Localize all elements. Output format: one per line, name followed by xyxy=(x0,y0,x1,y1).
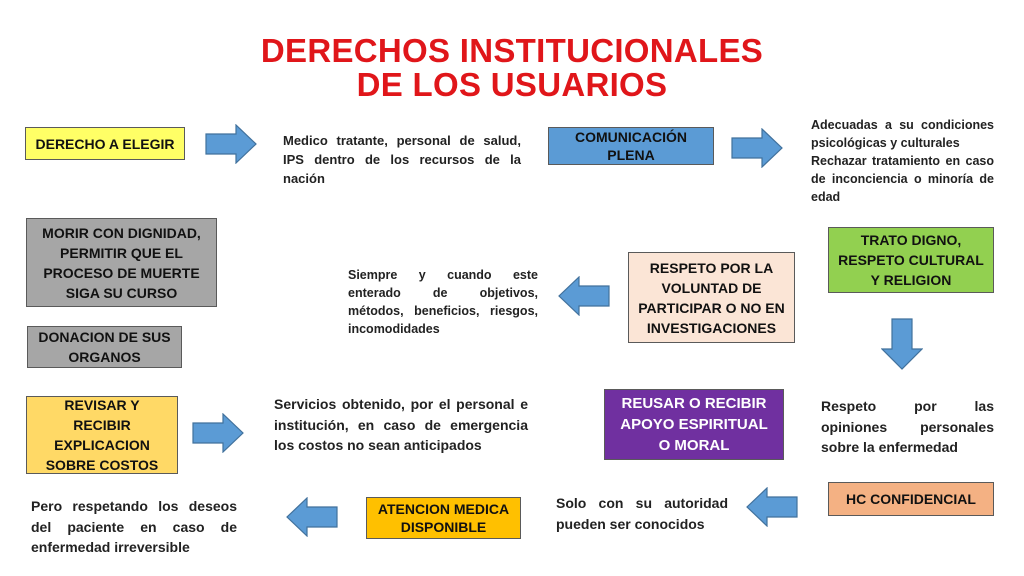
page-title xyxy=(0,34,1024,102)
text-solo-con-autoridad: Solo con su autoridad pueden ser conocidos xyxy=(556,495,728,532)
title-line-2: DE LOS USUARIOS xyxy=(356,66,668,103)
text-adecuadas xyxy=(811,116,994,206)
text-siempre-y-cuando: Siempre y cuando este enterado de objetivos, métodos, beneficios, riesgos, incomodidades xyxy=(348,268,538,336)
arrow-left-icon xyxy=(286,497,338,537)
arrow-left-icon xyxy=(558,276,610,316)
arrow-right-icon xyxy=(731,128,783,168)
box-trato-digno: TRATO DIGNO, RESPETO CULTURAL Y RELIGION xyxy=(828,227,994,293)
box-apoyo-espiritual: REUSAR O RECIBIR APOYO ESPIRITUAL O MORAL xyxy=(604,389,784,460)
box-derecho-a-elegir: DERECHO A ELEGIR xyxy=(25,127,185,160)
title-line-1: DERECHOS INSTITUCIONALES xyxy=(260,32,764,69)
box-atencion-medica: ATENCION MEDICA DISPONIBLE xyxy=(366,497,521,539)
box-morir-con-dignidad: MORIR CON DIGNIDAD, PERMITIR QUE EL PROCESO DE MUERTE SIGA SU CURSO xyxy=(26,218,217,307)
arrow-right-icon xyxy=(205,124,257,164)
text-adecuadas-line-1: Adecuadas a su condiciones psicológicas y culturales xyxy=(811,118,994,150)
box-comunicacion-plena: COMUNICACIÓN PLENA xyxy=(548,127,714,165)
box-revisar-costos: REVISAR Y RECIBIR EXPLICACION SOBRE COSTOS xyxy=(26,396,178,474)
box-donacion-organos: DONACION DE SUS ORGANOS xyxy=(27,326,182,368)
text-respeto-opiniones: Respeto por las opiniones personales sobre la enfermedad xyxy=(821,398,994,455)
text-medico-tratante: Medico tratante, personal de salud, IPS dentro de los recursos de la nación xyxy=(283,133,521,186)
box-respeto-voluntad: RESPETO POR LA VOLUNTAD DE PARTICIPAR O NO EN INVESTIGACIONES xyxy=(628,252,795,343)
box-hc-confidencial: HC CONFIDENCIAL xyxy=(828,482,994,516)
text-pero-respetando: Pero respetando los deseos del paciente en caso de enfermedad irreversible xyxy=(31,498,237,555)
arrow-right-icon xyxy=(192,413,244,453)
text-adecuadas-line-2: Rechazar tratamiento en caso de inconciencia o minoría de edad xyxy=(811,154,994,204)
arrow-down-icon xyxy=(881,318,923,370)
arrow-left-icon xyxy=(746,487,798,527)
text-servicios-obtenido: Servicios obtenido, por el personal e institución, en caso de emergencia los costos no sean anticipados xyxy=(274,396,528,453)
